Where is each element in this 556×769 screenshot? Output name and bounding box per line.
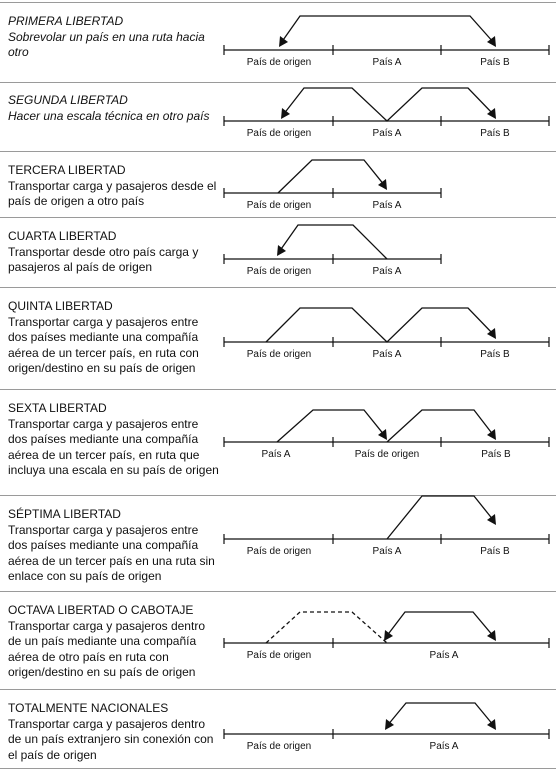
freedom-row (0, 2, 556, 83)
freedom-description: Transportar desde otro país carga y pasajeros al país de origen (8, 244, 199, 274)
route-path-dashed (266, 612, 387, 643)
freedom-row (0, 592, 556, 690)
route-path (278, 160, 385, 193)
country-label: País de origen (246, 200, 312, 211)
freedom-description: Transportar carga y pasajeros entre dos países mediante una compañía aérea de un tercer país en una ruta sin enlace con su país de origen (8, 522, 215, 583)
country-label: País de origen (246, 57, 312, 68)
arrowhead (487, 36, 496, 47)
freedom-title: TOTALMENTE NACIONALES (8, 701, 169, 715)
freedom-description: Transportar carga y pasajeros dentro de un país mediante una compañía aérea de otro país en ruta con origen/destino en su país de origen (8, 618, 205, 679)
arrowhead (378, 179, 387, 190)
country-label: País A (429, 741, 459, 752)
freedom-title: QUINTA LIBERTAD (8, 299, 113, 313)
arrowhead (487, 719, 496, 730)
route-diagram (0, 690, 556, 769)
route-path (266, 308, 494, 342)
freedom-row (0, 218, 556, 288)
country-label: País de origen (354, 449, 420, 460)
freedom-row (0, 82, 556, 152)
country-label: País A (372, 128, 402, 139)
route-diagram (0, 496, 556, 592)
freedom-title: CUARTA LIBERTAD (8, 229, 117, 243)
country-label: País A (372, 546, 402, 557)
freedom-description: Hacer una escala técnica en otro país (8, 108, 210, 123)
route-diagram (0, 218, 556, 288)
country-label: País A (261, 449, 291, 460)
freedom-description: Transportar carga y pasajeros entre dos países mediante una compañía aérea de un tercer país, en ruta con origen/destino en su país de origen (8, 314, 199, 375)
arrowhead (378, 429, 387, 440)
freedom-description: Transportar carga y pasajeros dentro de un país extranjero sin conexión con el país de origen (8, 716, 214, 762)
country-label: País A (372, 57, 402, 68)
route-path (386, 612, 494, 637)
arrowhead (281, 108, 290, 119)
country-label: País B (480, 128, 510, 139)
country-label: País de origen (246, 349, 312, 360)
route-diagram (0, 390, 556, 496)
route-path (387, 703, 494, 726)
arrowhead (385, 719, 394, 730)
route-path (277, 410, 385, 442)
route-diagram (0, 152, 556, 218)
freedom-row (0, 690, 556, 769)
freedom-row (0, 390, 556, 496)
arrowhead (487, 630, 496, 641)
freedom-description: Transportar carga y pasajeros desde el país de origen a otro país (8, 178, 217, 208)
country-label: País A (372, 349, 402, 360)
country-label: País B (481, 449, 511, 460)
freedom-row (0, 496, 556, 592)
freedom-description: Sobrevolar un país en una ruta hacia otro (8, 29, 205, 59)
freedom-description: Transportar carga y pasajeros entre dos países mediante una compañía aérea de un tercer país, en ruta que incluya una escala en su país de origen (8, 416, 219, 477)
arrowhead (277, 245, 286, 256)
country-label: País A (372, 200, 402, 211)
route-diagram (0, 3, 556, 83)
country-label: País de origen (246, 266, 312, 277)
country-label: País de origen (246, 128, 312, 139)
arrowhead (487, 514, 496, 525)
arrowhead (279, 36, 288, 47)
arrowhead (487, 429, 496, 440)
freedom-title: TERCERA LIBERTAD (8, 163, 126, 177)
freedom-title: PRIMERA LIBERTAD (8, 14, 124, 28)
country-label: País de origen (246, 741, 312, 752)
route-diagram (0, 288, 556, 390)
route-path (281, 16, 494, 43)
route-path (283, 88, 494, 121)
country-label: País A (429, 650, 459, 661)
freedom-row (0, 288, 556, 390)
route-path (387, 496, 494, 539)
country-label: País de origen (246, 546, 312, 557)
route-path (279, 225, 387, 259)
arrowhead (384, 630, 393, 641)
freedom-row (0, 152, 556, 218)
country-label: País A (372, 266, 402, 277)
route-diagram (0, 592, 556, 690)
freedom-title: SEGUNDA LIBERTAD (8, 93, 128, 107)
freedom-title: SEXTA LIBERTAD (8, 401, 107, 415)
freedom-title: SÉPTIMA LIBERTAD (8, 507, 121, 521)
freedom-title: OCTAVA LIBERTAD O CABOTAJE (8, 603, 194, 617)
country-label: País B (480, 546, 510, 557)
country-label: País B (480, 57, 510, 68)
country-label: País B (480, 349, 510, 360)
route-diagram (0, 82, 556, 152)
country-label: País de origen (246, 650, 312, 661)
